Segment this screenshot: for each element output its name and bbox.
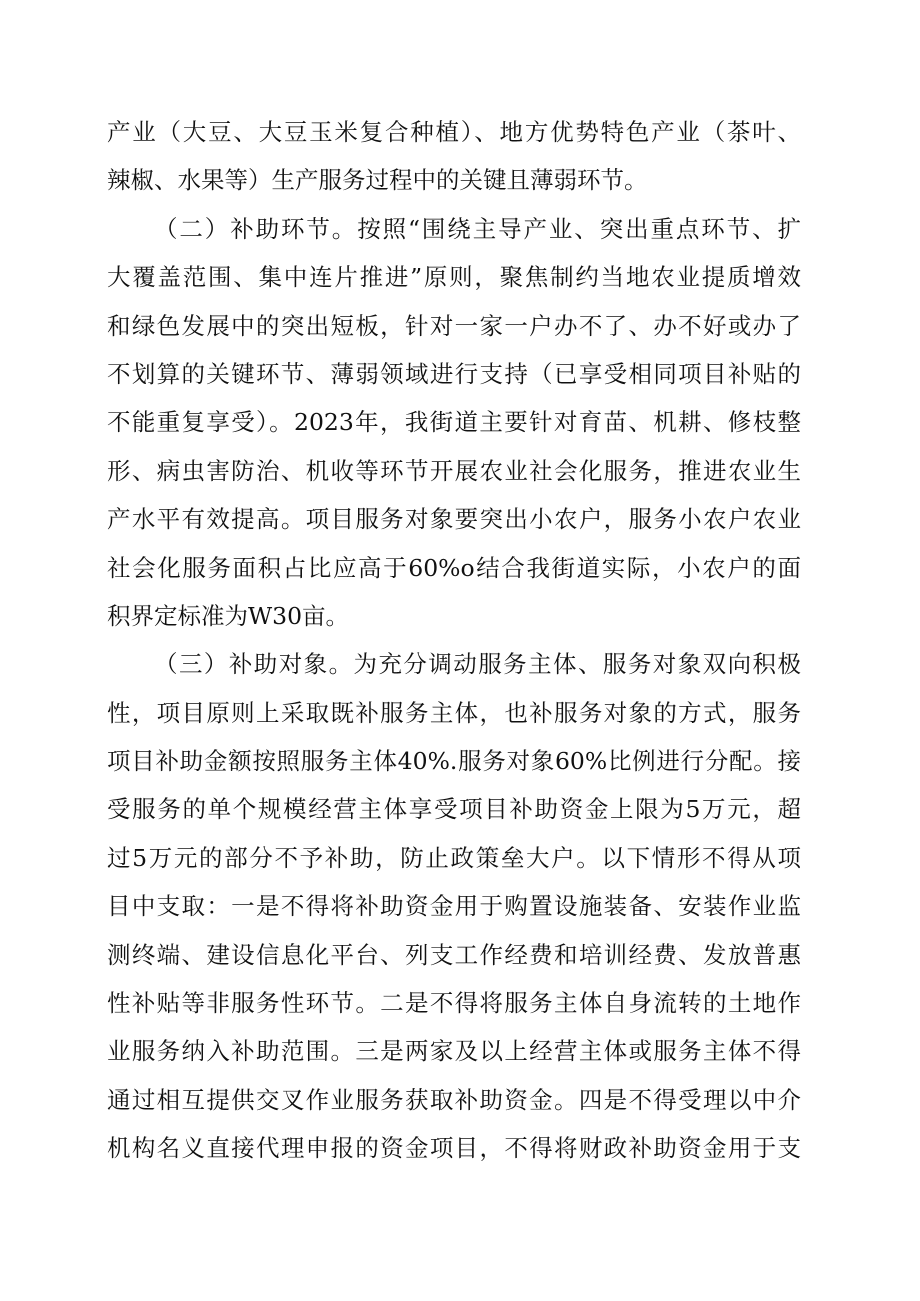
text-line: 不能重复享受）。2023年，我街道主要针对育苗、机耕、修枝整 [107, 408, 801, 437]
text-line: 形、病虫害防治、机收等环节开展农业社会化服务，推进农业生 [107, 456, 801, 485]
section-heading-line: （二）补助环节。按照“围绕主导产业、突出重点环节、扩 [154, 214, 801, 243]
text-line: 通过相互提供交叉作业服务获取补助资金。四是不得受理以中介 [107, 1085, 801, 1114]
text-line: 项目补助金额按照服务主体40%.服务对象60%比例进行分配。接 [107, 747, 801, 776]
text-line: 辣椒、水果等）生产服务过程中的关键且薄弱环节。 [107, 166, 648, 195]
text-line: 过5万元的部分不予补助，防止政策垒大户。以下情形不得从项 [107, 843, 801, 872]
paragraph-subsidy-targets [107, 640, 801, 1172]
text-line: 大覆盖范围、集中连片推进”原则，聚焦制约当地农业提质增效 [107, 263, 801, 292]
text-line: 测终端、建设信息化平台、列支工作经费和培训经费、发放普惠 [107, 940, 801, 969]
document-page [107, 108, 801, 1173]
text-line: 积界定标准为W30亩。 [107, 601, 350, 630]
section-heading-line: （三）补助对象。为充分调动服务主体、服务对象双向积极 [154, 650, 801, 679]
text-line: 和绿色发展中的突出短板，针对一家一户办不了、办不好或办了 [107, 311, 801, 340]
text-line: 业服务纳入补助范围。三是两家及以上经营主体或服务主体不得 [107, 1037, 801, 1066]
text-line: 产水平有效提高。项目服务对象要突出小农户，服务小农户农业 [107, 505, 801, 534]
paragraph-subsidy-links [107, 205, 801, 641]
text-line: 受服务的单个规模经营主体享受项目补助资金上限为5万元，超 [107, 795, 801, 824]
text-line: 不划算的关键环节、薄弱领域进行支持（已享受相同项目补贴的 [107, 359, 801, 388]
text-line: 社会化服务面积占比应高于60%o结合我街道实际，小农户的面 [107, 553, 801, 582]
text-line: 性补贴等非服务性环节。二是不得将服务主体自身流转的土地作 [107, 989, 801, 1018]
paragraph-continuation [107, 108, 801, 205]
text-line: 机构名义直接代理申报的资金项目，不得将财政补助资金用于支 [107, 1134, 801, 1163]
text-line: 目中支取：一是不得将补助资金用于购置设施装备、安装作业监 [107, 892, 801, 921]
text-line: 产业（大豆、大豆玉米复合种植）、地方优势特色产业（茶叶、 [107, 118, 801, 146]
text-line: 性，项目原则上采取既补服务主体，也补服务对象的方式，服务 [107, 698, 801, 727]
